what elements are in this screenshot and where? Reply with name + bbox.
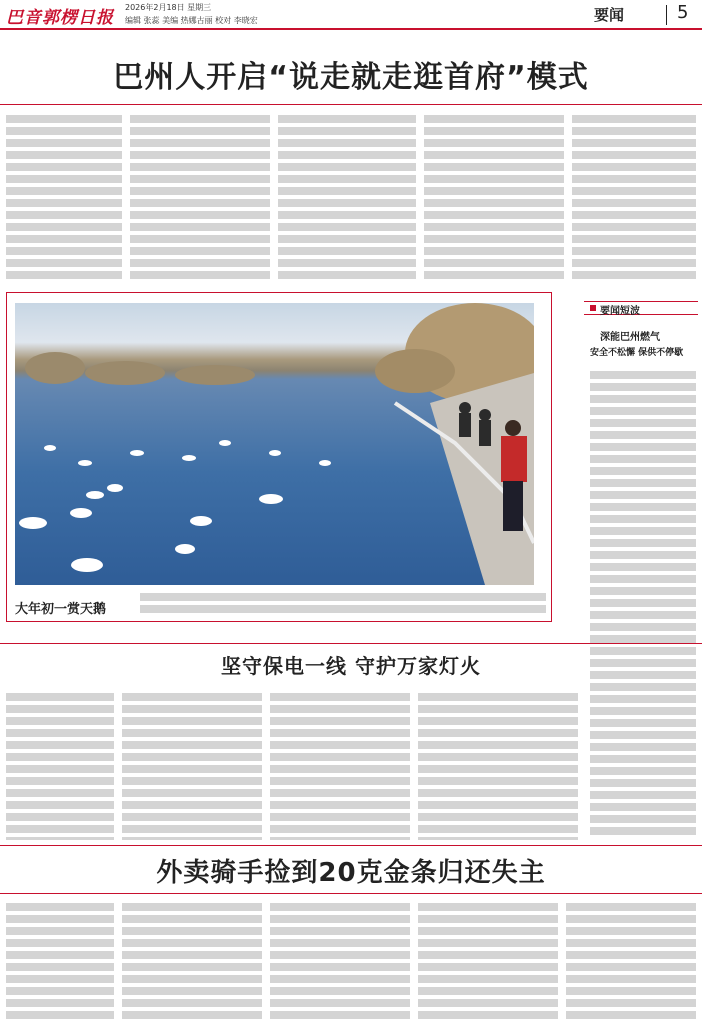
photo-caption-title: 大年初一赏天鹅 [15, 602, 107, 617]
section-divider [0, 104, 702, 105]
article-1-column [130, 112, 270, 282]
article-1-column [278, 112, 416, 282]
article-2-column [6, 690, 114, 840]
page-number: 5 [677, 2, 689, 23]
photo-caption-text [140, 590, 546, 614]
section-divider [0, 893, 702, 894]
distant-trees [25, 352, 255, 385]
sidebar-body [590, 368, 696, 838]
sidebar-title: 要闻短波 [600, 306, 640, 317]
article-1-column [572, 112, 696, 282]
sidebar-item-title: 深能巴州燃气 [600, 332, 660, 343]
sidebar-bullet [590, 305, 596, 311]
article-3-column [270, 900, 410, 1020]
article-1-column [6, 112, 122, 282]
section-name: 要闻 [594, 6, 625, 24]
article-3-column [122, 900, 262, 1020]
article-3-column [6, 900, 114, 1020]
article-3-column [566, 900, 696, 1020]
editors-credit: 编辑 张蕊 美编 热娜古丽 校对 李晓宏 [125, 16, 258, 25]
sidebar-item-subtitle: 安全不松懈 保供不停歇 [590, 348, 684, 358]
article-2-column [122, 690, 262, 840]
article-2-column [418, 690, 578, 840]
page-separator [666, 5, 667, 25]
article-2-column [270, 690, 410, 840]
article-1-column [424, 112, 564, 282]
newspaper-logo: 巴音郭楞日报 [6, 8, 114, 28]
photo-scene [15, 303, 534, 585]
issue-date: 2026年2月18日 星期三 [125, 3, 212, 12]
section-divider [0, 643, 702, 644]
article-3-column [418, 900, 558, 1020]
article-headline-1: 巴州人开启“说走就走逛首府”模式 [113, 60, 589, 95]
article-headline-2: 坚守保电一线 守护万家灯火 [221, 654, 481, 678]
section-divider [0, 845, 702, 846]
article-headline-3: 外卖骑手捡到20克金条归还失主 [156, 858, 546, 888]
news-photo [15, 303, 534, 585]
swans [19, 440, 331, 572]
